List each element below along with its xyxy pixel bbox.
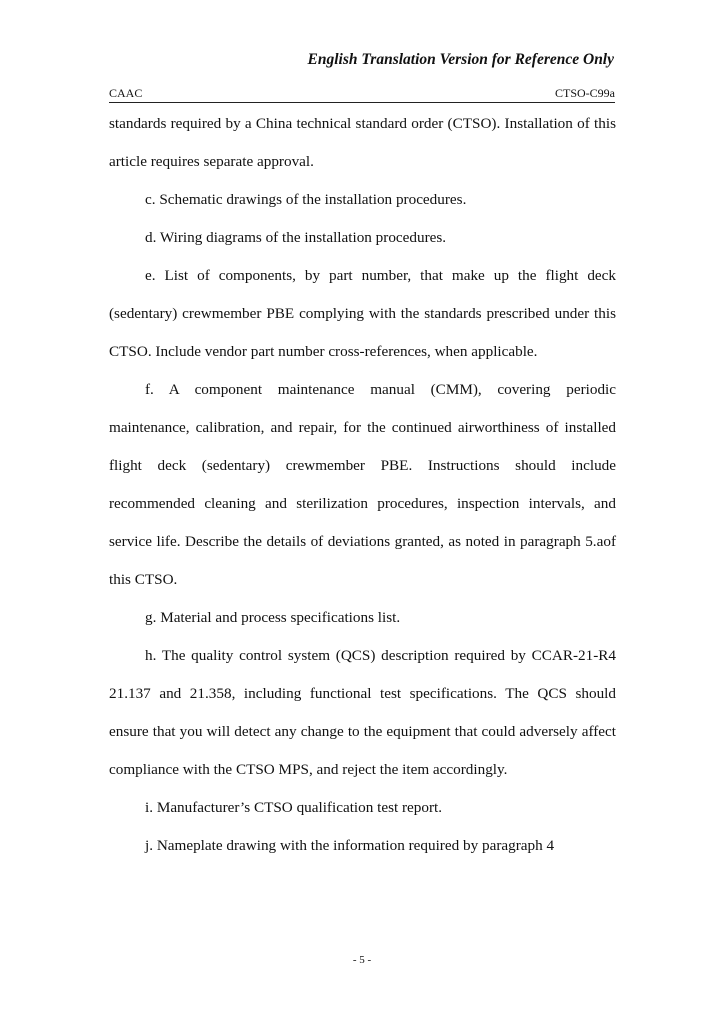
header-organization: CAAC	[109, 86, 143, 100]
paragraph-item-f: f. A component maintenance manual (CMM), covering periodic maintenance, calibration, and repair, for the continued airworthiness of installed flight deck (sedentary) crewmember PBE. Instructions should include recommended cleaning and sterilization procedures, inspection intervals, and service life. Describe the details of deviations granted, as noted in paragraph 5.aof this CTSO.	[109, 381, 616, 588]
paragraph-item-h: h. The quality control system (QCS) description required by CCAR-21-R4 21.137 and 21.358, including functional test specifications. The QCS should ensure that you will detect any change to the equipment that could adversely affect compliance with the CTSO MPS, and reject the item accordingly.	[109, 647, 616, 778]
paragraph-continuation: standards required by a China technical standard order (CTSO). Installation of this article requires separate approval.	[109, 115, 616, 170]
paragraph-item-c: c. Schematic drawings of the installation procedures.	[145, 191, 467, 208]
running-header	[109, 84, 615, 103]
document-body	[109, 105, 616, 865]
paragraph-item-j: j. Nameplate drawing with the information required by paragraph 4	[145, 837, 555, 854]
paragraph-item-g: g. Material and process specifications list.	[145, 609, 401, 626]
translation-banner: English Translation Version for Reference Only	[307, 51, 614, 68]
paragraph-item-d: d. Wiring diagrams of the installation procedures.	[145, 229, 447, 246]
header-document-id: CTSO-C99a	[555, 86, 615, 100]
paragraph-item-e: e. List of components, by part number, that make up the flight deck (sedentary) crewmember PBE complying with the standards prescribed under this CTSO. Include vendor part number cross-references, when applicable.	[109, 267, 616, 360]
paragraph-item-i: i. Manufacturer’s CTSO qualification test report.	[145, 799, 443, 816]
page-number: - 5 -	[352, 954, 372, 966]
